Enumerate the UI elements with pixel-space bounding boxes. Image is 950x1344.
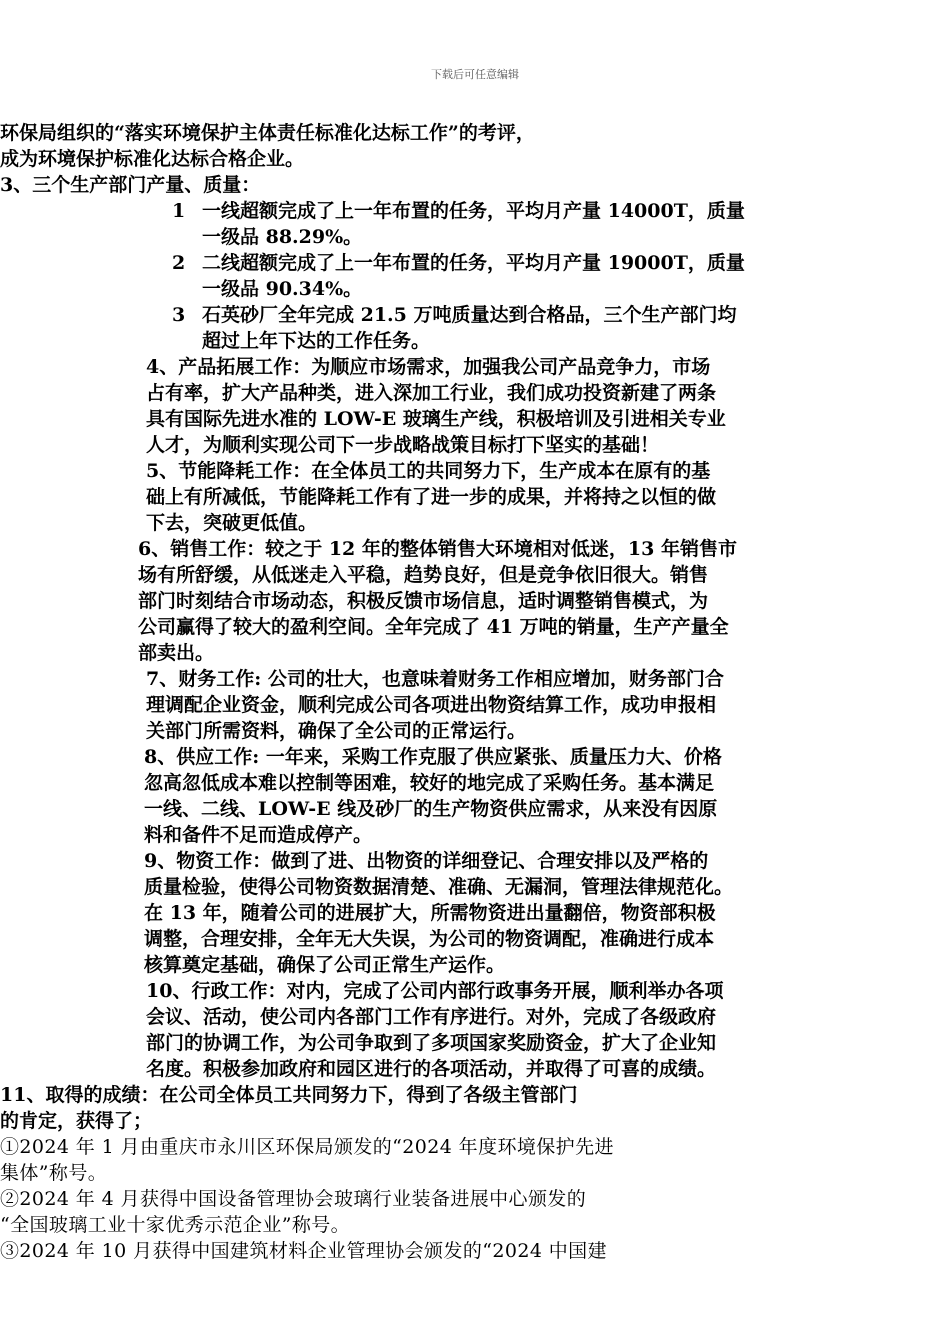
- text-line: 一线、二线、LOW-E 线及砂厂的生产物资供应需求，从来没有因原: [144, 798, 718, 820]
- section-administration: [146, 978, 950, 1082]
- text-line: 一级品 90.34%。: [202, 278, 363, 300]
- award-line: ①2024 年 1 月由重庆市永川区环保局颁发的“2024 年度环境保护先进: [0, 1136, 614, 1158]
- text-line: 质量检验，使得公司物资数据清楚、准确、无漏洞，管理法律规范化。: [144, 876, 734, 898]
- section-energy-saving: [146, 458, 950, 536]
- section-supply: [144, 744, 950, 848]
- award-line: ②2024 年 4 月获得中国设备管理协会玻璃行业装备进展中心颁发的: [0, 1188, 587, 1210]
- text-line: 部门的协调工作，为公司争取到了多项国家奖励资金，扩大了企业知: [146, 1032, 717, 1054]
- section-production: [0, 172, 950, 354]
- text-line: 9、物资工作：做到了进、出物资的详细登记、合理安排以及严格的: [144, 850, 709, 872]
- award-line: ③2024 年 10 月获得中国建筑材料企业管理协会颁发的“2024 中国建: [0, 1240, 607, 1262]
- text-line: 6、销售工作：较之于 12 年的整体销售大环境相对低迷，13 年销售市: [138, 538, 737, 560]
- text-line: 场有所舒缓，从低迷走入平稳，趋势良好，但是竞争依旧很大。销售: [138, 564, 709, 586]
- document-body: [0, 120, 950, 1264]
- text-line: 10、行政工作：对内，完成了公司内部行政事务开展，顺利举办各项: [146, 980, 724, 1002]
- section-materials: [144, 848, 950, 978]
- section-product-expansion: [146, 354, 950, 458]
- list-item: [172, 302, 950, 354]
- section-sales: [138, 536, 950, 666]
- text-line: 二线超额完成了上一年布置的任务，平均月产量 19000T，质量: [202, 252, 745, 274]
- text-line: 一线超额完成了上一年布置的任务，平均月产量 14000T，质量: [202, 200, 745, 222]
- text-line: 4、产品拓展工作：为顺应市场需求，加强我公司产品竞争力，市场: [146, 356, 711, 378]
- intro-paragraph: [0, 120, 950, 172]
- section-title: 3、三个生产部门产量、质量：: [0, 174, 261, 196]
- text-line: 占有率，扩大产品种类，进入深加工行业，我们成功投资新建了两条: [146, 382, 717, 404]
- text-line: 具有国际先进水准的 LOW-E 玻璃生产线，积极培训及引进相关专业: [146, 408, 726, 430]
- text-line: 的肯定，获得了；: [0, 1110, 153, 1132]
- item-number: 2: [172, 252, 186, 274]
- text-line: 础上有所减低，节能降耗工作有了进一步的成果，并将持之以恒的做: [146, 486, 717, 508]
- text-line: 人才，为顺利实现公司下一步战略战策目标打下坚实的基础！: [146, 434, 660, 456]
- text-line: 调整，合理安排，全年无大失误，为公司的物资调配，准确进行成本: [144, 928, 715, 950]
- text-line: 在 13 年，随着公司的进展扩大，所需物资进出量翻倍，物资部积极: [144, 902, 716, 924]
- text-line: 8、供应工作: 一年来，采购工作克服了供应紧张、质量压力大、价格: [144, 746, 722, 768]
- text-line: 理调配企业资金，顺利完成公司各项进出物资结算工作，成功申报相: [146, 694, 717, 716]
- text-line: 关部门所需资料，确保了全公司的正常运行。: [146, 720, 527, 742]
- text-line: 11、取得的成绩：在公司全体员工共同努力下，得到了各级主管部门: [0, 1084, 578, 1106]
- list-item: [172, 198, 950, 250]
- award-line: “全国玻璃工业十家优秀示范企业”称号。: [0, 1214, 351, 1236]
- text-line: 下去，突破更低值。: [146, 512, 318, 534]
- text-line: 公司赢得了较大的盈利空间。全年完成了 41 万吨的销量，生产产量全: [138, 616, 729, 638]
- text-line: 核算奠定基础，确保了公司正常生产运作。: [144, 954, 506, 976]
- text-line: 5、节能降耗工作：在全体员工的共同努力下，生产成本在原有的基: [146, 460, 711, 482]
- text-line: 一级品 88.29%。: [202, 226, 363, 248]
- text-line: 超过上年下达的工作任务。: [202, 330, 431, 352]
- item-number: 1: [172, 200, 186, 222]
- section-finance: [146, 666, 950, 744]
- page-header: 下载后可任意编辑: [431, 68, 519, 81]
- list-item: [172, 250, 950, 302]
- text-line: 部卖出。: [138, 642, 215, 664]
- text-line: 部门时刻结合市场动态，积极反馈市场信息，适时调整销售模式，为: [138, 590, 709, 612]
- section-achievements: [0, 1082, 950, 1264]
- text-line: 7、财务工作: 公司的壮大，也意味着财务工作相应增加，财务部门合: [146, 668, 724, 690]
- text-line: 石英砂厂全年完成 21.5 万吨质量达到合格品，三个生产部门均: [202, 304, 737, 326]
- text-line: 料和备件不足而造成停产。: [144, 824, 373, 846]
- text-line: 会议、活动，使公司内各部门工作有序进行。对外，完成了各级政府: [146, 1006, 717, 1028]
- text-line: 名度。积极参加政府和园区进行的各项活动，并取得了可喜的成绩。: [146, 1058, 717, 1080]
- text-line: 成为环境保护标准化达标合格企业。: [0, 148, 305, 170]
- award-line: 集体”称号。: [0, 1162, 108, 1184]
- item-number: 3: [172, 304, 186, 326]
- text-line: 忽高忽低成本难以控制等困难，较好的地完成了采购任务。基本满足: [144, 772, 715, 794]
- text-line: 环保局组织的“落实环境保护主体责任标准化达标工作”的考评，: [0, 122, 535, 144]
